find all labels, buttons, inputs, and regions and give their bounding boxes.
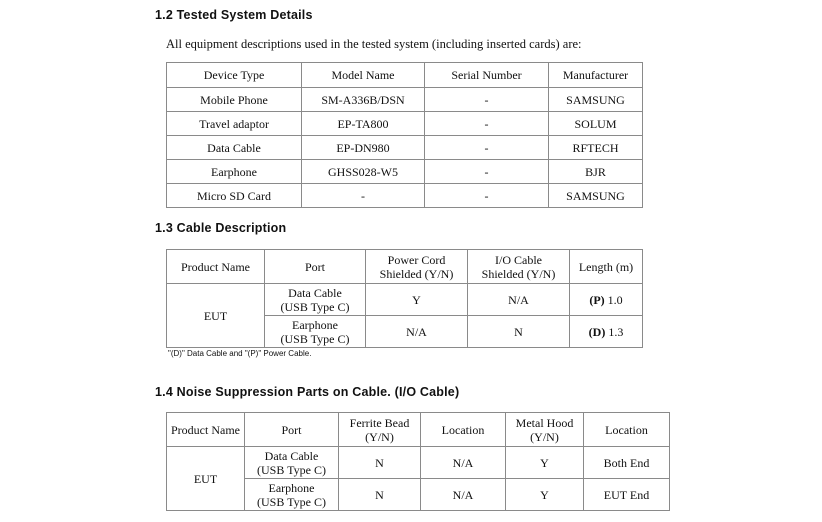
header-location: Location	[584, 413, 670, 447]
manufacturer-cell: RFTECH	[549, 136, 643, 160]
table-header-row	[167, 250, 643, 284]
table-row	[167, 184, 643, 208]
section-1-2-intro: All equipment descriptions used in the tested system (including inserted cards) are:	[166, 37, 582, 51]
header-length: Length (m)	[570, 250, 643, 284]
length-cell	[570, 316, 643, 348]
length-prefix: (P)	[589, 292, 605, 307]
model-name-cell: EP-DN980	[302, 136, 425, 160]
serial-number-cell: -	[425, 88, 549, 112]
length-value: 1.3	[605, 324, 624, 339]
table-header-row	[167, 63, 643, 88]
table-header-row	[167, 413, 670, 447]
serial-number-cell: -	[425, 112, 549, 136]
hood-location-cell: Both End	[584, 447, 670, 479]
section-1-2-heading: 1.2 Tested System Details	[155, 8, 313, 22]
hood-location-cell: EUT End	[584, 479, 670, 511]
header-io-cable-shielded: I/O Cable Shielded (Y/N)	[468, 250, 570, 284]
header-metal-hood: Metal Hood (Y/N)	[506, 413, 584, 447]
table-row	[167, 447, 670, 479]
device-type-cell: Earphone	[167, 160, 302, 184]
length-cell	[570, 284, 643, 316]
metal-hood-cell: Y	[506, 447, 584, 479]
header-manufacturer: Manufacturer	[549, 63, 643, 88]
ferrite-bead-cell: N	[339, 447, 421, 479]
port-cell: Earphone (USB Type C)	[245, 479, 339, 511]
power-cord-shielded-cell: N/A	[366, 316, 468, 348]
length-value: 1.0	[604, 292, 623, 307]
serial-number-cell: -	[425, 160, 549, 184]
ferrite-location-cell: N/A	[421, 447, 506, 479]
table-row	[167, 88, 643, 112]
device-type-cell: Micro SD Card	[167, 184, 302, 208]
header-product-name: Product Name	[167, 413, 245, 447]
cable-legend-note: "(D)" Data Cable and "(P)" Power Cable.	[168, 349, 312, 358]
device-type-cell: Travel adaptor	[167, 112, 302, 136]
table-row	[167, 136, 643, 160]
header-serial-number: Serial Number	[425, 63, 549, 88]
manufacturer-cell: SOLUM	[549, 112, 643, 136]
header-ferrite-bead: Ferrite Bead (Y/N)	[339, 413, 421, 447]
header-model-name: Model Name	[302, 63, 425, 88]
header-power-cord-shielded: Power Cord Shielded (Y/N)	[366, 250, 468, 284]
device-type-cell: Mobile Phone	[167, 88, 302, 112]
port-cell: Earphone (USB Type C)	[265, 316, 366, 348]
metal-hood-cell: Y	[506, 479, 584, 511]
port-cell: Data Cable (USB Type C)	[245, 447, 339, 479]
power-cord-shielded-cell: Y	[366, 284, 468, 316]
product-name-cell: EUT	[167, 447, 245, 511]
ferrite-location-cell: N/A	[421, 479, 506, 511]
table-row	[167, 284, 643, 316]
manufacturer-cell: SAMSUNG	[549, 88, 643, 112]
header-product-name: Product Name	[167, 250, 265, 284]
header-port: Port	[265, 250, 366, 284]
serial-number-cell: -	[425, 184, 549, 208]
noise-suppression-table	[166, 412, 670, 511]
io-cable-shielded-cell: N/A	[468, 284, 570, 316]
manufacturer-cell: BJR	[549, 160, 643, 184]
header-location: Location	[421, 413, 506, 447]
product-name-cell: EUT	[167, 284, 265, 348]
length-prefix: (D)	[588, 324, 606, 339]
table-row	[167, 112, 643, 136]
tested-system-table	[166, 62, 643, 208]
table-row	[167, 160, 643, 184]
ferrite-bead-cell: N	[339, 479, 421, 511]
model-name-cell: SM-A336B/DSN	[302, 88, 425, 112]
header-device-type: Device Type	[167, 63, 302, 88]
model-name-cell: -	[302, 184, 425, 208]
port-cell: Data Cable (USB Type C)	[265, 284, 366, 316]
manufacturer-cell: SAMSUNG	[549, 184, 643, 208]
io-cable-shielded-cell: N	[468, 316, 570, 348]
section-1-4-heading: 1.4 Noise Suppression Parts on Cable. (I/O Cable)	[155, 385, 460, 399]
model-name-cell: EP-TA800	[302, 112, 425, 136]
header-port: Port	[245, 413, 339, 447]
device-type-cell: Data Cable	[167, 136, 302, 160]
cable-description-table	[166, 249, 643, 348]
model-name-cell: GHSS028-W5	[302, 160, 425, 184]
section-1-3-heading: 1.3 Cable Description	[155, 221, 287, 235]
serial-number-cell: -	[425, 136, 549, 160]
